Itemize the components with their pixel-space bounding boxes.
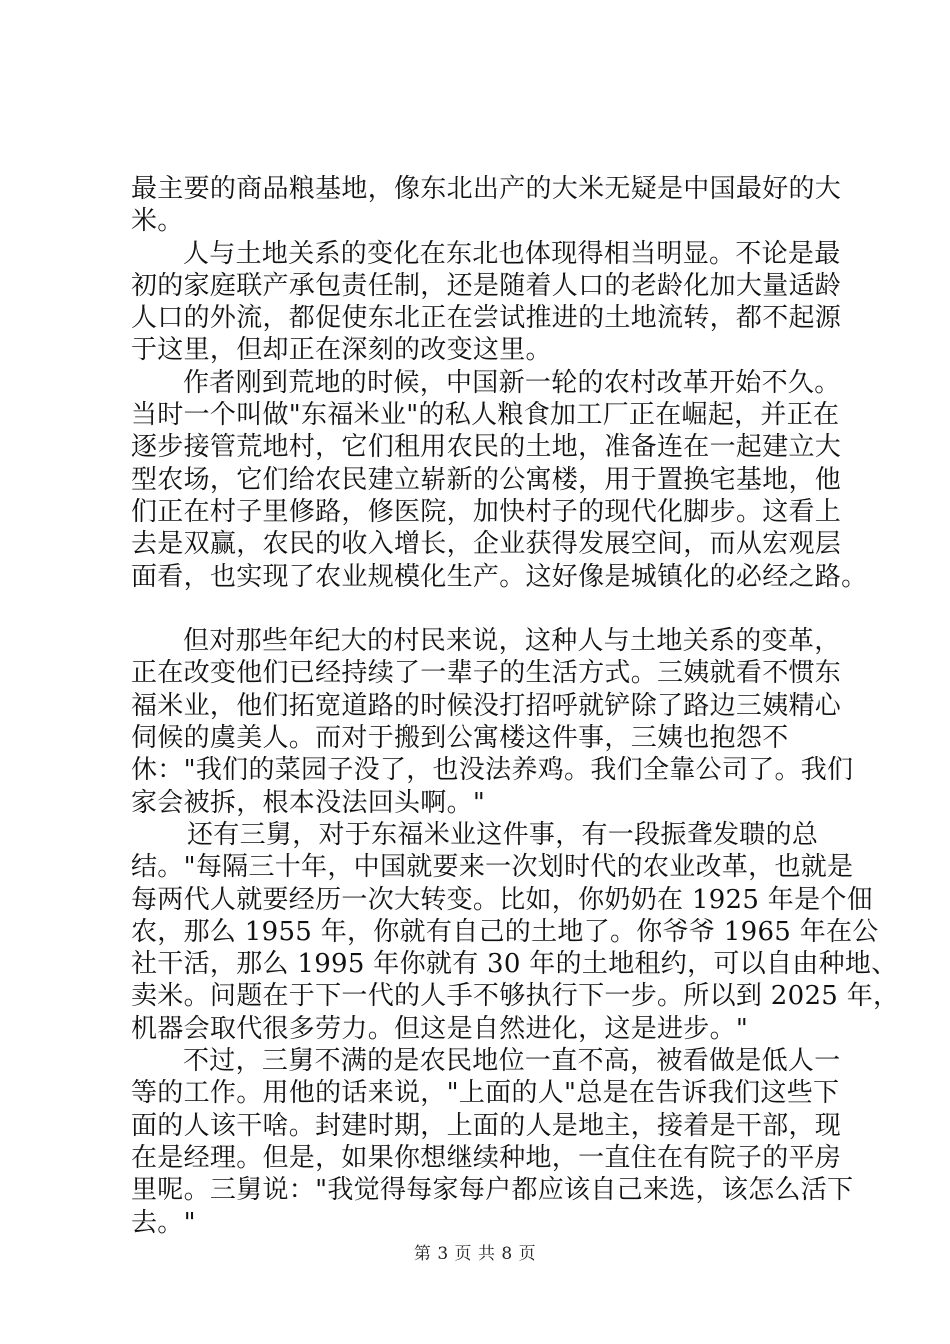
- text-line: 每两代人就要经历一次大转变。比如，你奶奶在 1925 年是个佃: [131, 884, 873, 915]
- text-line: 初的家庭联产承包责任制，还是随着人口的老龄化加大量适龄: [131, 270, 842, 301]
- text-line: 在是经理。但是，如果你想继续种地，一直住在有院子的平房: [131, 1142, 842, 1173]
- text-line: 机器会取代很多劳力。但这是自然进化，这是进步。": [131, 1013, 749, 1044]
- paragraph-4: [131, 625, 854, 819]
- text-line: 型农场，它们给农民建立崭新的公寓楼，用于置换宅基地，他: [131, 464, 842, 495]
- text-line: 休："我们的菜园子没了，也没法养鸡。我们全靠公司了。我们: [131, 755, 854, 786]
- text-line: 逐步接管荒地村，它们租用农民的土地，准备连在一起建立大: [131, 432, 842, 463]
- text-line: 米。: [131, 206, 184, 237]
- text-line: 于这里，但却正在深刻的改变这里。: [131, 335, 552, 366]
- text-line: 里呢。三舅说："我觉得每家每户都应该自己来选，该怎么活下: [131, 1175, 854, 1206]
- text-line: 作者刚到荒地的时候，中国新一轮的农村改革开始不久。: [183, 367, 841, 398]
- text-line: 面的人该干啥。封建时期，上面的人是地主，接着是干部，现: [131, 1110, 842, 1141]
- text-line: 人与土地关系的变化在东北也体现得相当明显。不论是最: [183, 238, 841, 269]
- text-line: 福米业，他们拓宽道路的时候没打招呼就铲除了路边三姨精心: [131, 690, 842, 721]
- paragraph-gap: [131, 593, 831, 625]
- paragraph-1: [131, 173, 842, 238]
- text-line: 最主要的商品粮基地，像东北出产的大米无疑是中国最好的大: [131, 174, 842, 204]
- text-line: 当时一个叫做"东福米业"的私人粮食加工厂正在崛起，并正在: [131, 400, 840, 431]
- text-line: 们正在村子里修路，修医院，加快村子的现代化脚步。这看上: [131, 496, 842, 527]
- paragraph-2: [131, 238, 842, 367]
- text-line: 人口的外流，都促使东北正在尝试推进的土地流转，都不起源: [131, 303, 842, 334]
- text-line: 卖米。问题在于下一代的人手不够执行下一步。所以到 2025 年，: [131, 981, 900, 1012]
- text-line: 但对那些年纪大的村民来说，这种人与土地关系的变革，: [183, 626, 841, 657]
- paragraph-5: [131, 819, 900, 1045]
- paragraph-6: [131, 1045, 854, 1239]
- text-line: 农，那么 1955 年，你就有自己的土地了。你爷爷 1965 年在公: [131, 916, 879, 947]
- paragraph-3: [131, 367, 868, 593]
- text-line: 社干活，那么 1995 年你就有 30 年的土地租约，可以自由种地、: [131, 949, 898, 980]
- body-text: [131, 173, 900, 1239]
- text-line: 伺候的虞美人。而对于搬到公寓楼这件事，三姨也抱怨不: [131, 723, 789, 754]
- text-line: 不过，三舅不满的是农民地位一直不高，被看做是低人一: [183, 1046, 841, 1077]
- text-line: 去是双赢，农民的收入增长，企业获得发展空间，而从宏观层: [131, 529, 842, 560]
- text-line: 等的工作。用他的话来说，"上面的人"总是在告诉我们这些下: [131, 1078, 840, 1109]
- text-line: 结。"每隔三十年，中国就要来一次划时代的农业改革，也就是: [131, 852, 854, 883]
- text-line: 面看，也实现了农业规模化生产。这好像是城镇化的必经之路。: [131, 561, 868, 592]
- text-line: 正在改变他们已经持续了一辈子的生活方式。三姨就看不惯东: [131, 658, 842, 689]
- page-number-footer: 第 3 页 共 8 页: [413, 1244, 537, 1264]
- text-line: 去。": [131, 1207, 196, 1238]
- text-line: 家会被拆，根本没法回头啊。": [131, 787, 486, 818]
- text-line: 还有三舅，对于东福米业这件事，有一段振聋发聩的总: [187, 819, 819, 850]
